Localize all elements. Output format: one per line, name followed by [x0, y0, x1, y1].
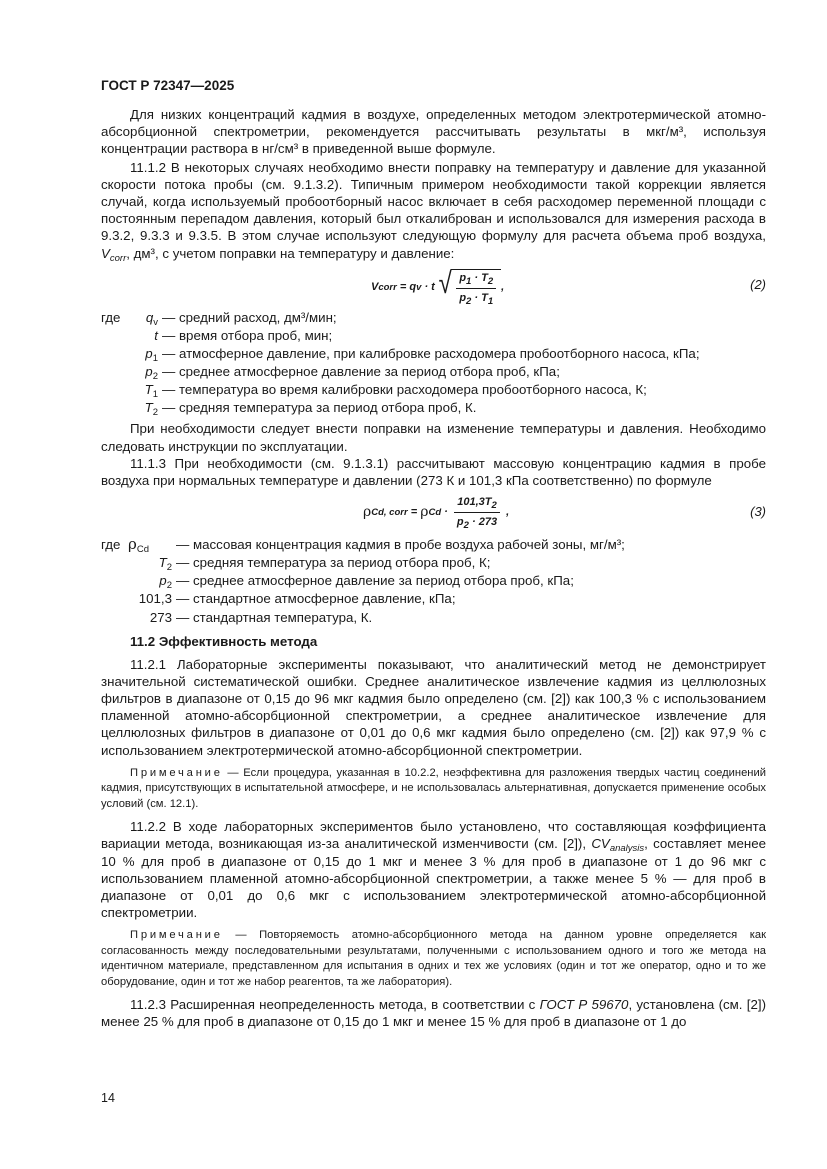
note-1: Примечание — Если процедура, указанная в 10.2.2, неэффективна для разложения твердых частиц соединений кадмия, присутствующих в испытательной атмосфере, и не использовалась альтернативная, допускается применение особых условий (см. 12.1). — [101, 766, 766, 810]
paragraph-11-1-2: 11.1.2 В некоторых случаях необходимо внести поправку на температуру и давление для указанной скорости потока пробы (см. 9.1.3.2). Типичным примером необходимости такой коррекции является случай, когда используемый пробоотборный насос включает в себя расходомер переменной площади с постоянным перепадом давления, который был откалиброван и использовался для измерения расхода в 9.3.2, 9.3.3 и 9.3.5. В этом случае используют следующую формулу для расчета объема проб воздуха, $V_{corr}$, дм³, с учетом поправки на температуру и давление: — [101, 159, 766, 264]
paragraph-11-2-3: 11.2.3 Расширенная неопределенность метода, в соответствии с ГОСТ Р 59670, установлена (см. [2]) менее 25 % для проб в диапазоне от 0,15 до 1 мкг и менее 15 % для проб в диапазоне от 1 до — [101, 996, 766, 1030]
definition-row: $T_2$ — средняя температура за период отбора проб, К; — [158, 555, 491, 574]
fraction-pressure-temperature: $\frac{p_1 \cdot T_2}{p_2 \cdot T_1}$ — [456, 270, 496, 307]
paragraph-low-concentrations: Для низких концентраций кадмия в воздухе, определенных методом электротермической атомно-абсорбционной спектрометрии, рекомендуется рассчитывать результаты в мкг/м³, используя концентрации раствора в нг/см³ в приведенной выше формуле. — [101, 107, 766, 157]
document-code: ГОСТ Р 72347—2025 — [101, 78, 235, 93]
definition-row: 273 — стандартная температура, К. — [149, 609, 373, 625]
formula-2: V corr = q v · t √ $\frac{p_1 \cdot T_2}{p_2 \cdot T_1}$ , (2) — [371, 266, 766, 308]
definition-row: 101,3 — стандартное атмосферное давление, кПа; — [138, 591, 456, 607]
paragraph-corrections: При необходимости следует внести поправки на изменение температуры и давления. Необходимо следовать инструкции по эксплуатации. — [101, 421, 766, 454]
definition-row: где $q_v$ — средний расход, дм³/мин; — [101, 309, 337, 328]
page-content — [101, 106, 766, 1030]
formula-number: (2) — [750, 276, 766, 292]
definitions-formula-3 — [101, 536, 766, 626]
definition-row: $T_1$ — температура во время калибровки расходомера пробоотборного насоса, К; — [144, 382, 647, 401]
definition-row: $T_2$ — средняя температура за период отбора проб, К. — [144, 400, 477, 419]
definitions-formula-2 — [101, 309, 766, 418]
paragraph-11-2-1: 11.2.1 Лабораторные эксперименты показывают, что аналитический метод не демонстрирует значительной систематической ошибки. Среднее аналитическое извлечение кадмия из целлюлозных фильтров в диапазоне от 0,15 до 96 мкг кадмия было определено (см. [2]) как 100,3 % с использованием пламенной атомно-абсорбционной спектрометрии, а среднее аналитическое извлечение для целлюлозных фильтров в диапазоне от 0,01 до 0,6 мкг кадмия было определено (см. [2]) как 97,9 % с использованием электротермической атомно-абсорбционной спектрометрии. — [101, 656, 766, 758]
paragraph-11-1-3: 11.1.3 При необходимости (см. 9.1.3.1) рассчитывают массовую концентрацию кадмия в пробе воздуха при нормальных температуре и давлении (273 К и 101,3 кПа соответственно) по формуле — [101, 455, 766, 488]
fraction-normal-conditions: $\frac{101,3T_2}{p_2 \cdot 273}$ — [454, 494, 500, 531]
page-number: 14 — [101, 1091, 115, 1105]
definition-row: t — время отбора проб, мин; — [154, 327, 333, 343]
square-root: √ $\frac{p_1 \cdot T_2}{p_2 \cdot T_1}$ — [437, 269, 501, 307]
formula-3: ρ Cd, corr = ρ Cd · $\frac{101,3T_2}{p_2 \cdot 273}$ , (3) — [363, 496, 766, 532]
note-2: Примечание — Повторяемость атомно-абсорбционного метода на данном уровне определяется как согласованность между последовательными результатами, полученными с использованием одного и того же метода на идентичном материале, представленном для испытания в одних и тех же условиях (один и тот же оператор, одно и то же оборудование, один и тот же набор реагентов, та же лаборатория). — [101, 929, 766, 988]
formula-number: (3) — [750, 504, 766, 520]
definition-row: $p_2$ — среднее атмосферное давление за период отбора проб, кПа; — [145, 364, 560, 383]
definition-row: где $\rho_{Cd}$ — массовая концентрация кадмия в пробе воздуха рабочей зоны, мг/м³; — [101, 535, 625, 556]
paragraph-11-2-2: 11.2.2 В ходе лабораторных экспериментов было установлено, что составляющая коэффициента вариации метода, возникающая из-за аналитической изменчивости (см. [2]), $CV_{analysis}$, составляет менее 10 % для проб в диапазоне от 0,15 до 1 мкг и менее 3 % для проб в диапазоне от 1 до 96 мкг с использованием пламенной атомно-абсорбционной спектрометрии, а также менее 5 % — для проб в диапазоне от 0,01 до 0,6 мкг с использованием электротермической атомно-абсорбционной спектрометрии. — [101, 819, 766, 921]
definition-row: $p_1$ — атмосферное давление, при калибровке расходомера пробоотборного насоса, кПа; — [145, 346, 700, 365]
definition-row: $p_2$ — среднее атмосферное давление за период отбора проб, кПа; — [159, 573, 574, 592]
section-heading: 11.2 Эффективность метода — [130, 633, 318, 649]
